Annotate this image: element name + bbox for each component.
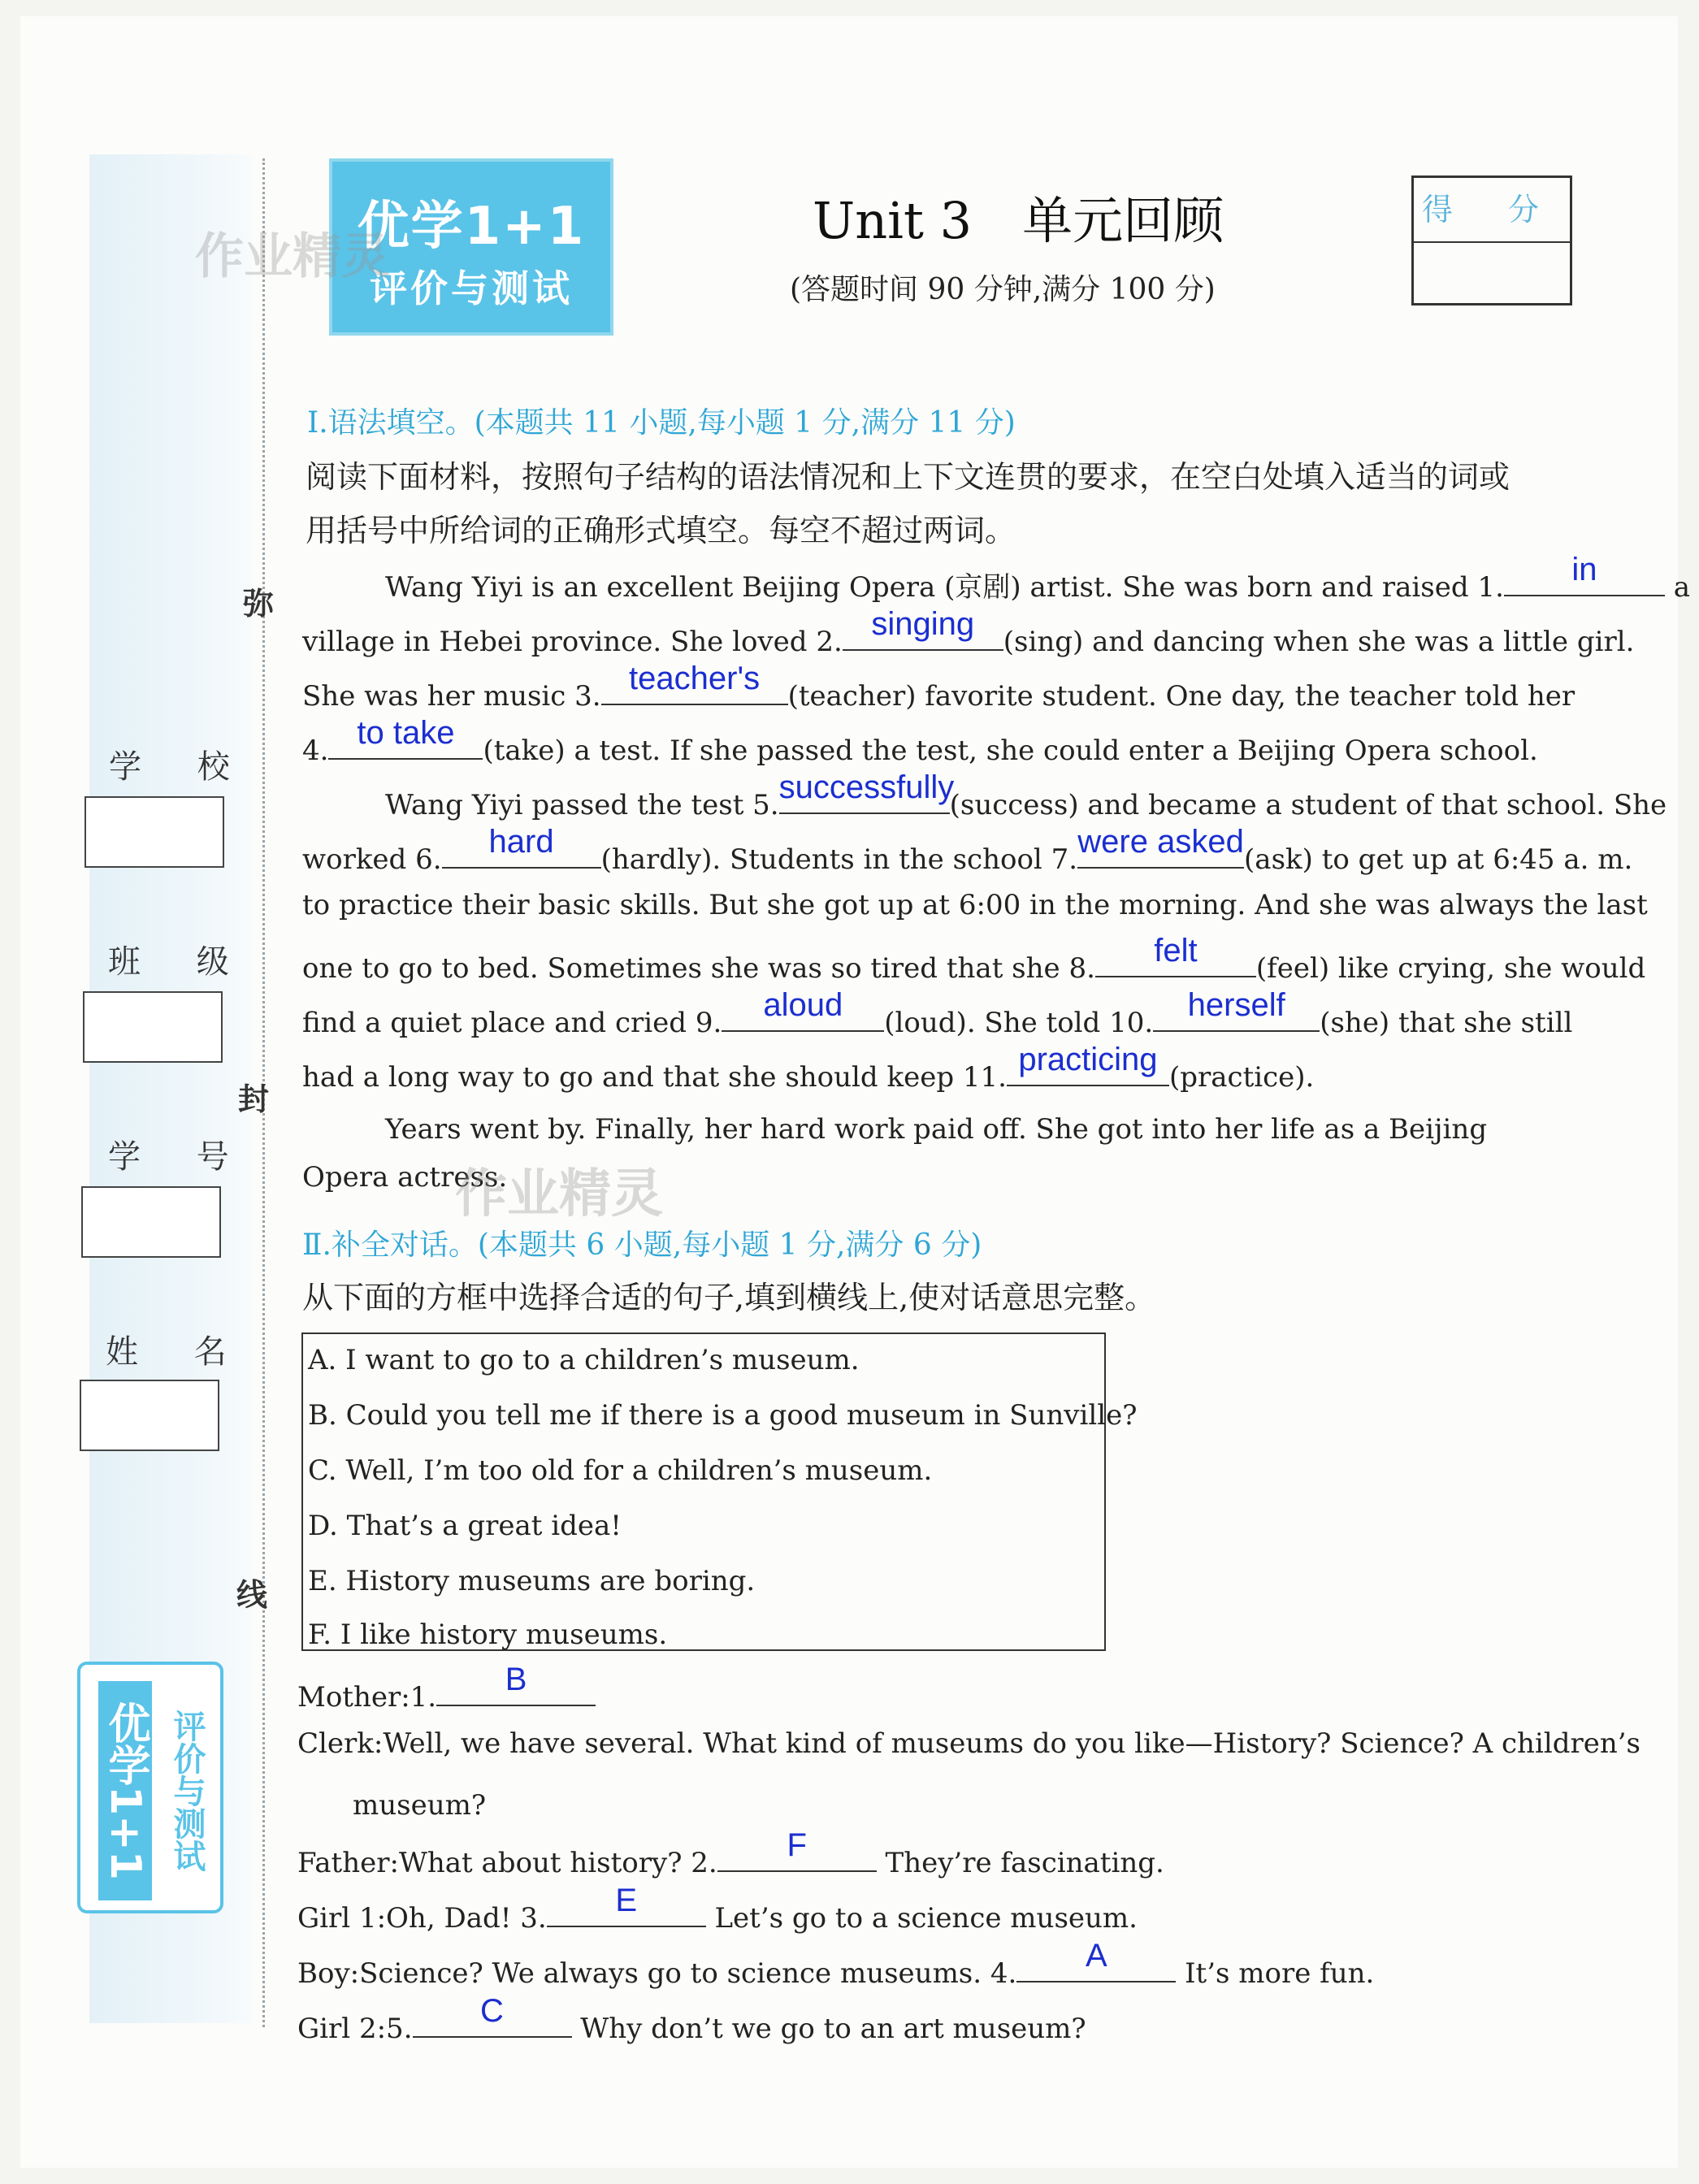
passage-line-2 (302, 606, 1635, 658)
dialogue-answer-2: F (787, 1827, 807, 1863)
seal-char-xian: 线 (236, 1577, 268, 1613)
dialogue-line-5 (297, 1883, 1138, 1935)
page-title: Unit 3 单元回顾 (813, 191, 1224, 250)
school-field[interactable] (85, 796, 224, 868)
line-text: Clerk:Well, we have several. What kind of museums do you like—History? Science? A children’s (297, 1727, 1640, 1760)
class-label: 班 级 (108, 943, 252, 981)
option-d: D. That’s a great idea! (308, 1510, 622, 1542)
answer-8: felt (1154, 933, 1198, 968)
passage-line-8 (302, 933, 1646, 985)
line-text: had a long way to go and that she should keep 11. (302, 1061, 1007, 1094)
line-text: village in Hebei province. She loved 2. (302, 626, 843, 658)
watermark-2: 作业精灵 (455, 1164, 663, 1224)
brand-logo-title: 优学1+1 (357, 197, 586, 257)
answer-blank-7[interactable] (1077, 824, 1244, 869)
line-text: Girl 1:Oh, Dad! 3. (297, 1902, 547, 1935)
line-text: (take) a test. If she passed the test, she could enter a Beijing Opera school. (483, 734, 1538, 767)
answer-7: were asked (1077, 824, 1244, 860)
dialogue-answer-4: A (1085, 1938, 1107, 1974)
passage-line-9 (302, 987, 1573, 1039)
dialogue-answer-5: C (480, 1993, 504, 2029)
line-text: Let’s go to a science museum. (705, 1902, 1138, 1935)
class-field[interactable] (83, 991, 223, 1063)
dialogue-answer-3: E (615, 1883, 637, 1918)
answer-6: hard (488, 824, 554, 860)
dialogue-line-4 (297, 1827, 1164, 1879)
line-text: to practice their basic skills. But she got up at 6:00 in the morning. And she was always the last (302, 889, 1648, 921)
answer-2: singing (871, 606, 975, 642)
page-subtitle: (答题时间 90 分钟,满分 100 分) (790, 273, 1216, 306)
vertical-logo-sub: 评价与测试 (168, 1710, 206, 1872)
line-text: (teacher) favorite student. One day, the teacher told her (787, 680, 1575, 713)
answer-1: in (1571, 552, 1597, 587)
section1-heading: Ⅰ.语法填空。(本题共 11 小题,每小题 1 分,满分 11 分) (307, 406, 1016, 440)
line-text: (success) and became a student of that school. She (949, 789, 1667, 821)
passage-line-4 (302, 715, 1538, 767)
line-text: find a quiet place and cried 9. (302, 1007, 722, 1039)
option-b: B. Could you tell me if there is a good museum in Sunville? (308, 1399, 1138, 1432)
school-label: 学 校 (109, 748, 253, 786)
student-id-label: 学 号 (108, 1138, 252, 1176)
vertical-logo (77, 1662, 223, 1913)
line-text: They’re fascinating. (876, 1847, 1164, 1879)
line-text: (sing) and dancing when she was a little girl. (1003, 626, 1635, 658)
line-text: Father:What about history? 2. (297, 1847, 717, 1879)
section2-heading: Ⅱ.补全对话。(本题共 6 小题,每小题 1 分,满分 6 分) (302, 1228, 982, 1262)
section1-instruction-1: 阅读下面材料，按照句子结构的语法情况和上下文连贯的要求，在空白处填入适当的词或 (306, 459, 1510, 495)
answer-blank-6[interactable] (442, 824, 601, 869)
line-text: Girl 2:5. (297, 2013, 413, 2045)
line-text: (practice). (1168, 1061, 1315, 1094)
answer-3: teacher's (629, 661, 761, 696)
dialogue-blank-1[interactable] (436, 1662, 596, 1706)
passage-line-1 (358, 552, 1690, 604)
watermark: 作业精灵 (195, 228, 390, 285)
dialogue-blank-3[interactable] (547, 1883, 706, 1927)
answer-blank-9[interactable] (722, 987, 884, 1032)
line-text: Wang Yiyi passed the test 5. (358, 789, 779, 821)
answer-blank-11[interactable] (1007, 1042, 1169, 1086)
line-text: She was her music 3. (302, 680, 601, 713)
passage-line-5 (358, 769, 1667, 822)
score-box (1411, 176, 1572, 306)
option-a: A. I want to go to a children’s museum. (308, 1344, 860, 1376)
answer-blank-10[interactable] (1153, 987, 1320, 1032)
answer-4: to take (357, 715, 455, 751)
dialogue-line-1 (297, 1662, 596, 1714)
answer-blank-8[interactable] (1095, 933, 1256, 977)
answer-blank-5[interactable] (778, 769, 955, 814)
line-text: 4. (302, 734, 329, 767)
passage-line-10 (302, 1042, 1315, 1094)
line-text: It’s more fun. (1176, 1957, 1375, 1990)
line-text: Mother:1. (297, 1681, 437, 1714)
seal-char-mi: 弥 (243, 586, 275, 622)
option-c: C. Well, I’m too old for a children’s museum. (308, 1454, 933, 1487)
dialogue-blank-5[interactable] (413, 1993, 572, 2038)
name-label: 姓 名 (106, 1333, 249, 1371)
line-text: Years went by. Finally, her hard work paid off. She got into her life as a Beijing (358, 1113, 1488, 1146)
dialogue-line-3 (297, 1783, 486, 1822)
vertical-logo-main: 优学1+1 (98, 1681, 152, 1900)
answer-blank-2[interactable] (843, 606, 1003, 651)
brand-logo-subtitle: 评价与测试 (370, 266, 573, 310)
passage-line-6 (302, 824, 1633, 876)
passage-line-3 (302, 661, 1575, 713)
dialogue-line-2 (297, 1727, 1640, 1760)
line-text: Wang Yiyi is an excellent Beijing Opera (京剧) artist. She was born and raised 1. (358, 571, 1504, 604)
line-text: Opera actress. (302, 1161, 508, 1194)
answer-blank-4[interactable] (328, 715, 483, 760)
dialogue-blank-2[interactable] (717, 1827, 877, 1872)
student-id-field[interactable] (81, 1186, 221, 1258)
dialogue-line-6 (297, 1938, 1375, 1990)
line-text: Boy:Science? We always go to science museums. 4. (297, 1957, 1017, 1990)
answer-blank-1[interactable] (1504, 552, 1665, 596)
answer-10: herself (1187, 987, 1285, 1023)
answer-5: successfully (778, 769, 955, 805)
options-box (301, 1332, 1138, 1651)
line-text: (loud). She told 10. (884, 1007, 1154, 1039)
line-text: (she) that she still (1320, 1007, 1573, 1039)
answer-blank-3[interactable] (601, 661, 788, 705)
passage-line-7 (302, 889, 1648, 921)
section2-instruction: 从下面的方框中选择合适的句子,填到横线上,使对话意思完整。 (302, 1280, 1156, 1315)
dialogue-line-7 (297, 1993, 1086, 2045)
answer-11: practicing (1018, 1042, 1158, 1077)
option-f: F. I like history museums. (308, 1618, 668, 1651)
line-text: (ask) to get up at 6:45 a. m. (1244, 843, 1633, 876)
line-text: (hardly). Students in the school 7. (600, 843, 1078, 876)
passage-line-11 (358, 1107, 1487, 1146)
line-text: Why don’t we go to an art museum? (571, 2013, 1086, 2045)
line-text: museum? (297, 1789, 487, 1822)
line-text: (feel) like crying, she would (1255, 952, 1646, 985)
dialogue-answer-1: B (505, 1662, 527, 1697)
line-text: a (1664, 571, 1690, 604)
score-label: 得 分 (1414, 178, 1570, 243)
option-e: E. History museums are boring. (308, 1565, 756, 1597)
name-field[interactable] (80, 1380, 219, 1451)
line-text: worked 6. (302, 843, 442, 876)
dialogue-blank-4[interactable] (1016, 1938, 1176, 1982)
section1-instruction-2: 用括号中所给词的正确形式填空。每空不超过两词。 (306, 513, 1016, 548)
line-text: one to go to bed. Sometimes she was so tired that she 8. (302, 952, 1095, 985)
answer-9: aloud (763, 987, 843, 1023)
seal-char-feng: 封 (238, 1081, 270, 1117)
